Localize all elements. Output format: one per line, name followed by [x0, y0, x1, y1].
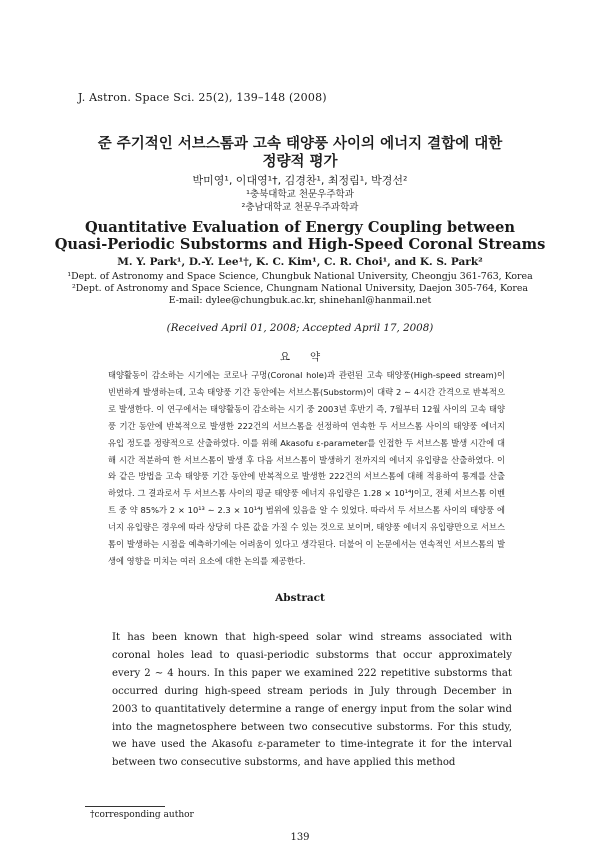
footnote-rule: [85, 806, 165, 807]
korean-abstract-heading: 요약: [279, 351, 341, 363]
page-number: 139: [290, 832, 310, 843]
korean-title-line2: 정량적 평가: [262, 154, 338, 170]
english-title-line1: Quantitative Evaluation of Energy Coupling between: [84, 219, 516, 236]
korean-title-line1: 준 주기적인 서브스톰과 고속 태양풍 사이의 에너지 결합에 대한: [97, 136, 503, 152]
contact-email: E-mail: dylee@chungbuk.ac.kr, shinehanl@hanmail.net: [168, 295, 432, 306]
abstract-heading: Abstract: [275, 592, 325, 604]
korean-affiliation-1: ¹충북대학교 천문우주학과: [246, 189, 354, 200]
footnote: †corresponding author: [90, 810, 194, 820]
english-title-line2: Quasi-Periodic Substorms and High-Speed Coronal Streams: [54, 236, 546, 253]
english-affiliation-2: ²Dept. of Astronomy and Space Science, Chungnam National University, Daejon 305-764, Korea: [72, 283, 528, 294]
korean-abstract-text: 태양활동이 감소하는 시기에는 코로나 구멍(Coronal hole)과 관련된 고속 태양풍(High-speed stream)이 빈번하게 발생하는데, 고속 태양풍 기간 동안에는 서브스톰(Substorm)이 대략 2 ∼ 4시간 간격으로 반복적으로 발생한다. 이 연구에서는 태양활동이 감소하는 시기 중 2003년 후반기 즉, 7월부터 12월 사이의 고속 태양풍 기간 동안에 반복적으로 발생한 222건의 서브스톰을 선정하여 연속한 두 서브스톰 사이의 태양풍 에너지 유입 정도를 정량적으로 산출하였다. 이를 위해 Akasofu ε-parameter를 인접한 두 서브스톰 발생 시간에 대해 시간 적분하여 한 서브스톰이 발생 후 다음 서브스톰이 발생하기 전까지의 에너지 유입량을 산출하였다. 이와 같은 방법을 고속 태양풍 기간 동안에 반복적으로 발생한 222건의 서브스톰에 대해 적용하여 통계를 산출하였다. 그 결과로서 두 서브스톰 사이의 평균 태양풍 에너지 유입량은 1.28 × 10¹⁴J이고, 전체 서브스톰 이벤트 중 약 85%가 2 × 10¹³ ∼ 2.3 × 10¹⁴J 범위에 있음을 알 수 있었다. 따라서 두 서브스톰 사이의 태양풍 에너지 유입량은 경우에 따라 상당히 다른 값을 가질 수 있는 것으로 보이며, 태양풍 에너지 유입량만으로 서브스톰이 발생하는 시점을 예측하기에는 어려움이 있다고 생각된다. 더불어 이 논문에서는 연속적인 서브스톰의 발생에 영향을 미치는 여러 요소에 대한 논의를 제공한다.: [108, 370, 505, 566]
journal-reference: J. Astron. Space Sci. 25(2), 139–148 (2008): [78, 91, 327, 104]
korean-affiliation-2: ²충남대학교 천문우주과학과: [241, 202, 359, 213]
english-affiliation-1: ¹Dept. of Astronomy and Space Science, Chungbuk National University, Cheongju 361-763, Korea: [67, 271, 533, 282]
korean-abstract: [108, 367, 505, 570]
english-abstract-text: It has been known that high-speed solar wind streams associated with coronal holes lead to quasi-periodic substorms that occur approximately every 2 ∼ 4 hours. In this paper we examined 222 repetitive substorms that occurred during high-speed stream periods in July through December in 2003 to quantitatively determine a range of energy input from the solar wind into the magnetosphere between two consecutive substorms. For this study, we have used the Akasofu ε-parameter to time-integrate it for the interval between two consecutive substorms, and have applied this method: [112, 632, 512, 769]
received-dates: (Received April 01, 2008; Accepted April 17, 2008): [166, 322, 434, 334]
korean-authors: 박미영¹, 이대영¹†, 김경찬¹, 최정림¹, 박경선²: [192, 174, 408, 187]
english-authors: M. Y. Park¹, D.-Y. Lee¹†, K. C. Kim¹, C. R. Choi¹, and K. S. Park²: [117, 256, 483, 268]
english-abstract: [112, 629, 512, 772]
